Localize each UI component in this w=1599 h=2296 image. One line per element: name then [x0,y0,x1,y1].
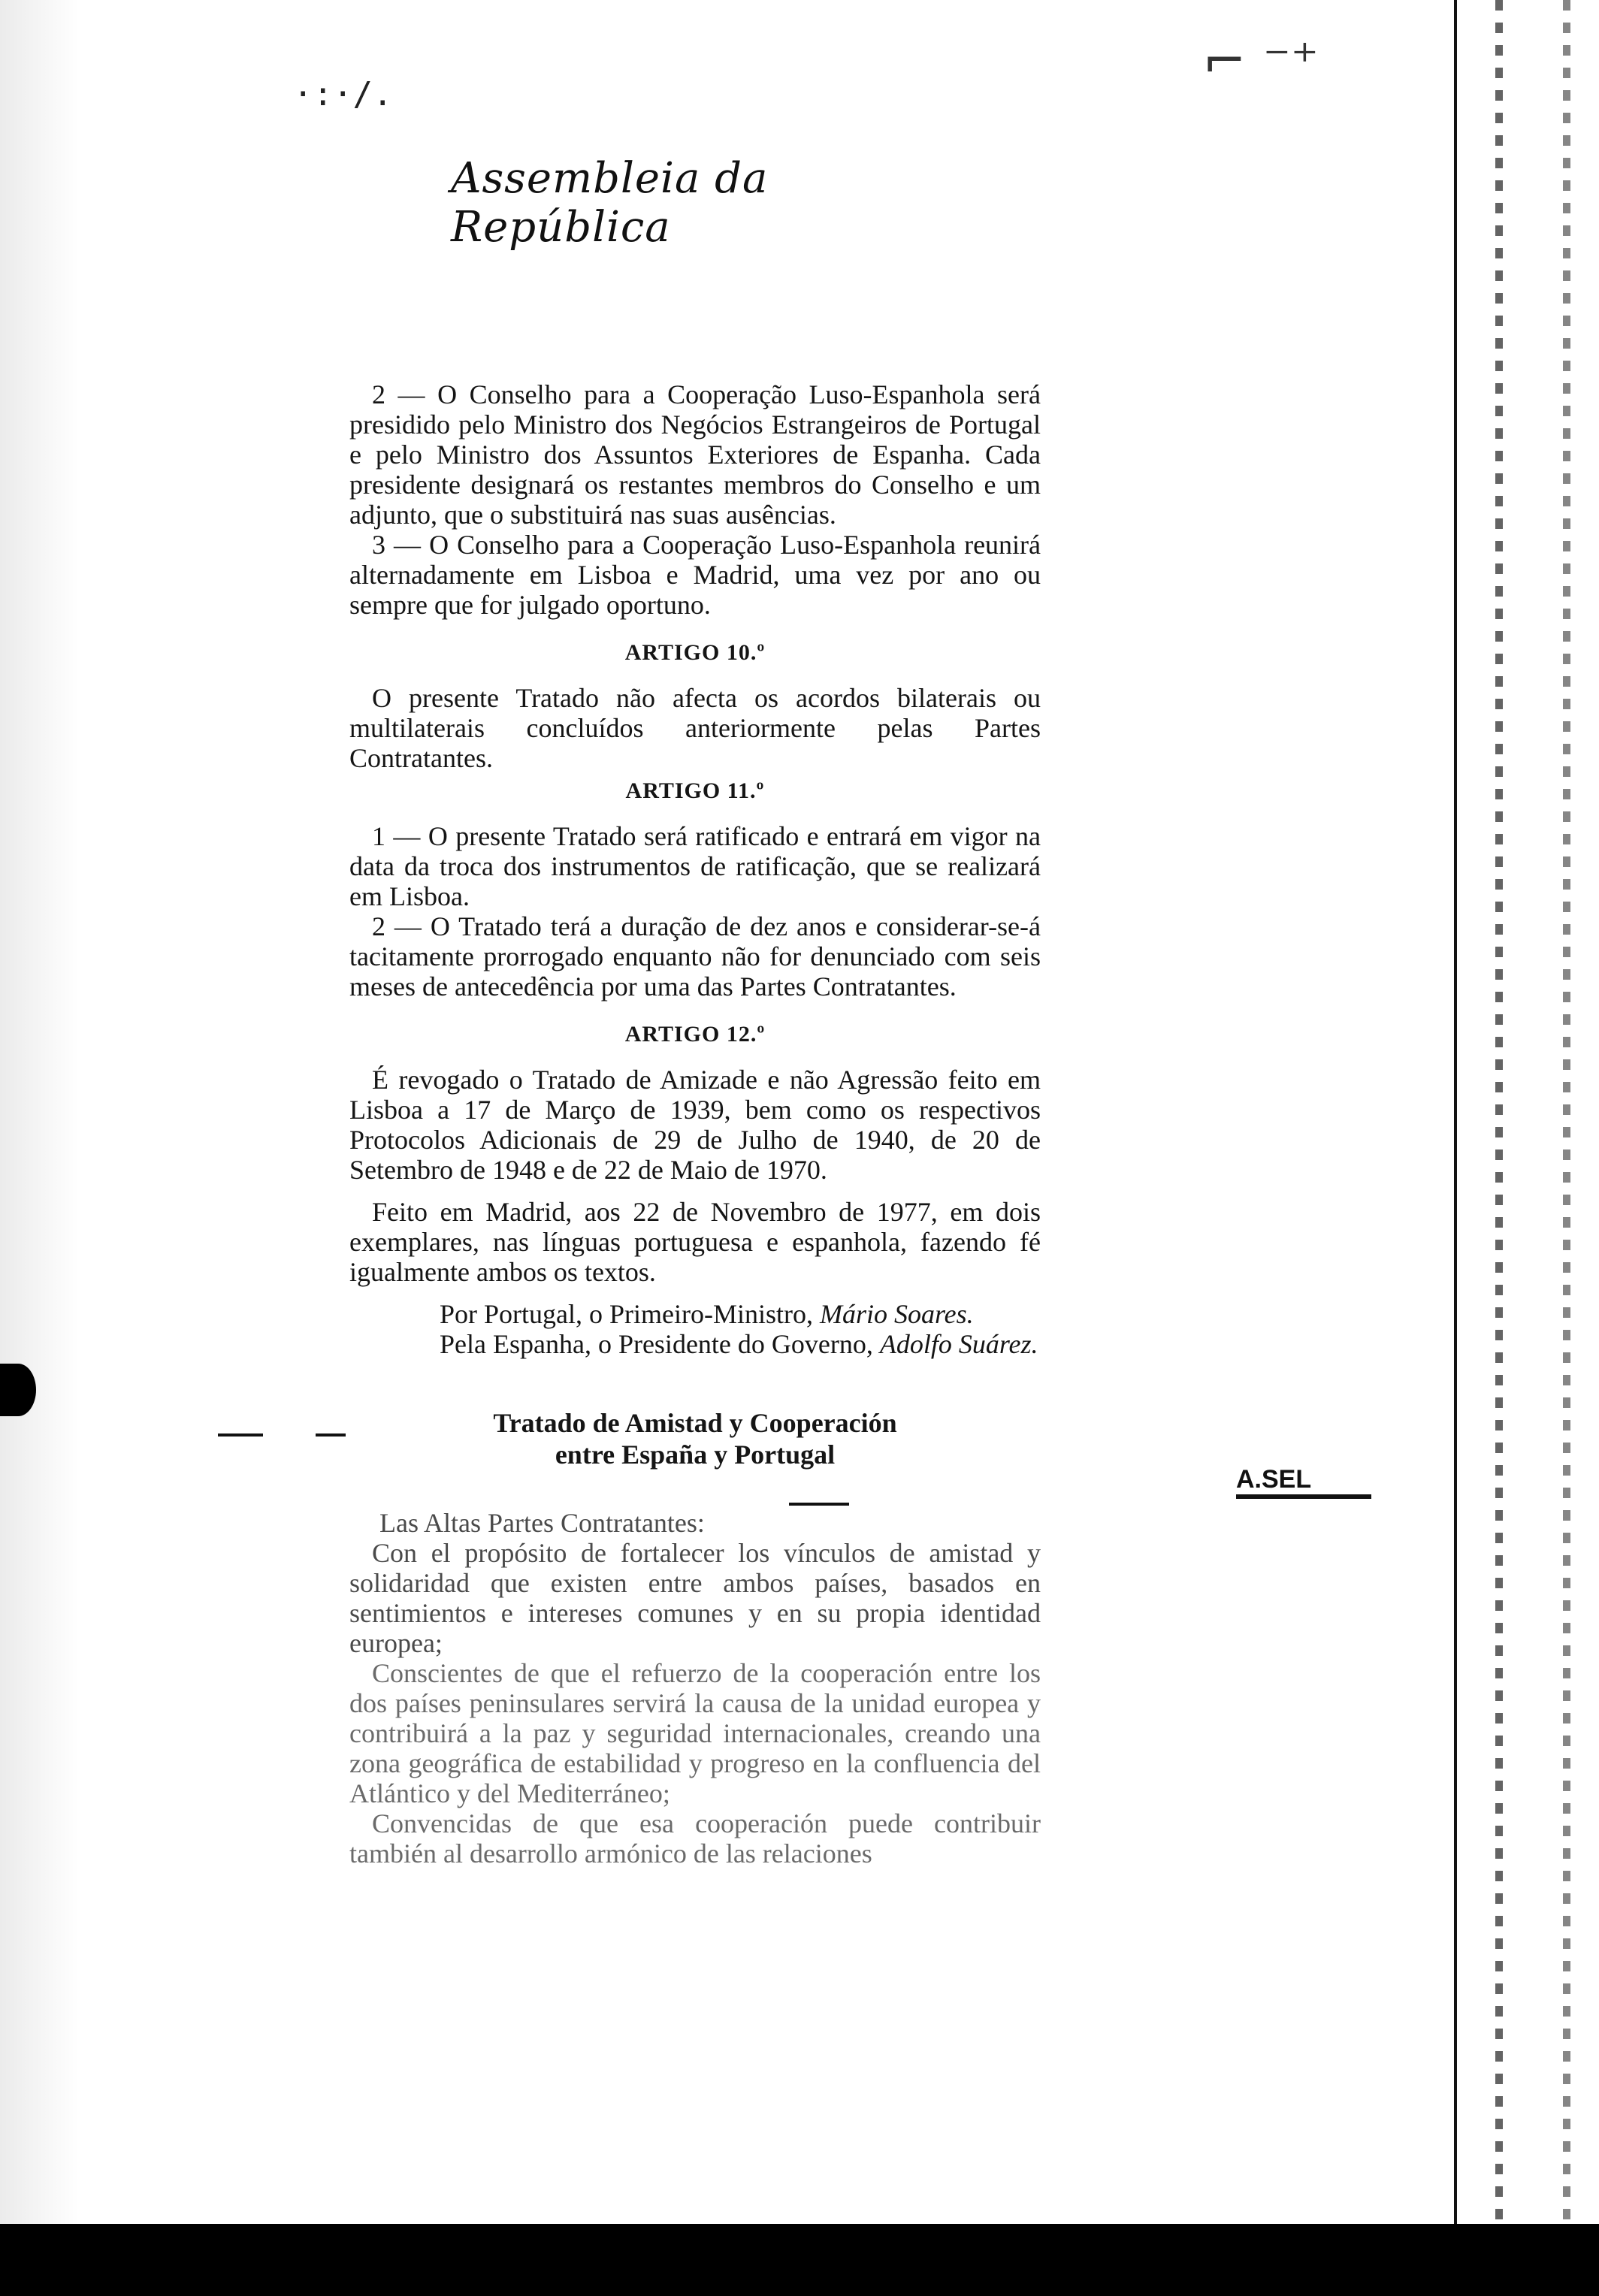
paragraph-text: O Conselho para a Cooperação Luso-Espanhola reunirá alternadamente em Lisboa e Madrid, uma vez por ano ou sempre que for julgado oportuno. [349,530,1041,620]
ink-mark [218,1433,263,1437]
paragraph-text: O Conselho para a Cooperação Luso-Espanhola será presidido pelo Ministro dos Negócios Estrangeiros de Portugal e pelo Ministro dos Assuntos Exteriores de Espanha. Cada presidente designará os restantes membros do Conselho e um adjunto, que o substituirá nas suas ausências. [349,379,1041,530]
article-11-paragraph-2 [349,911,1041,1001]
paragraph-number: 3 — [372,530,422,560]
paragraph-3 [349,530,1041,620]
signatory-name: Adolfo Suárez. [879,1329,1038,1359]
paragraph-2 [349,379,1041,530]
title-line: entre España y Portugal [555,1440,836,1470]
article-10-heading: ARTIGO 10.º [624,640,766,665]
scan-shadow-left [0,0,113,2224]
document-body [349,379,1041,1869]
signature-label: Por Portugal, o Primeiro-Ministro, [440,1299,813,1329]
handwritten-mark-left: ·:·/. [293,75,393,113]
article-11-heading: ARTIGO 11.º [625,778,765,803]
done-at-paragraph: Feito em Madrid, aos 22 de Novembro de 1977, em dois exemplares, nas línguas portuguesa e espanhola, fazendo fé igualmente ambos os textos. [349,1197,1041,1287]
signatory-name: Mário Soares. [820,1299,974,1329]
page-edge-dashes [1495,0,1503,2224]
signature-portugal [349,1299,1041,1329]
page-edge-dashes-outer [1563,0,1570,2224]
ink-mark [316,1433,346,1437]
signature-label: Pela Espanha, o Presidente do Governo, [440,1329,873,1359]
paragraph-number: 2 — [372,911,422,941]
article-12-text: É revogado o Tratado de Amizade e não Agressão feito em Lisboa a 17 de Março de 1939, bem como os respectivos Protocolos Adicionais de 29 de Julho de 1940, de 20 de Setembro de 1948 e de 22 de Maio de 1970. [349,1065,1041,1185]
signature-spain [349,1329,1041,1359]
title-line: Tratado de Amistad y Cooperación [493,1408,897,1438]
spanish-treaty-title [349,1407,1041,1470]
spanish-intro: Las Altas Partes Contratantes: [379,1508,705,1538]
punch-hole [0,1364,36,1416]
spanish-recital-3: Convencidas de que esa cooperación puede contribuir también al desarrollo armónico de las relaciones [349,1808,1041,1869]
stamp: A.SEL [1236,1465,1371,1499]
handwritten-mark-right: ⌐ ⁻⁺ [1202,30,1319,92]
scan-bottom-band [0,2224,1599,2296]
paragraph-number: 2 — [372,379,425,409]
spanish-recital-2: Conscientes de que el refuerzo de la cooperación entre los dos países peninsulares servirá la causa de la unidad europea y contribuirá a la paz y seguridad internacionales, creando una zona geográfica de estabilidad y progreso en la confluencia del Atlántico y del Mediterráneo; [349,1658,1041,1808]
paragraph-text: O presente Tratado será ratificado e entrará em vigor na data da troca dos instrumentos de ratificação, que se realizará em Lisboa. [349,821,1041,911]
paragraph-text: O Tratado terá a duração de dez anos e considerar-se-á tacitamente prorrogado enquanto não for denunciado com seis meses de antecedência por uma das Partes Contratantes. [349,911,1041,1001]
article-10-text: O presente Tratado não afecta os acordos bilaterais ou multilaterais concluídos anteriormente pelas Partes Contratantes. [349,683,1041,773]
spanish-recital-1: Con el propósito de fortalecer los vínculos de amistad y solidaridad que existen entre ambos países, basados en sentimientos e intereses comunes y en su propia identidad europea; [349,1538,1041,1658]
article-11-paragraph-1 [349,821,1041,911]
paragraph-number: 1 — [372,821,421,851]
article-12-heading: ARTIGO 12.º [624,1022,766,1047]
page-edge-line [1454,0,1457,2224]
letterhead: Assembleia da República [451,154,769,252]
